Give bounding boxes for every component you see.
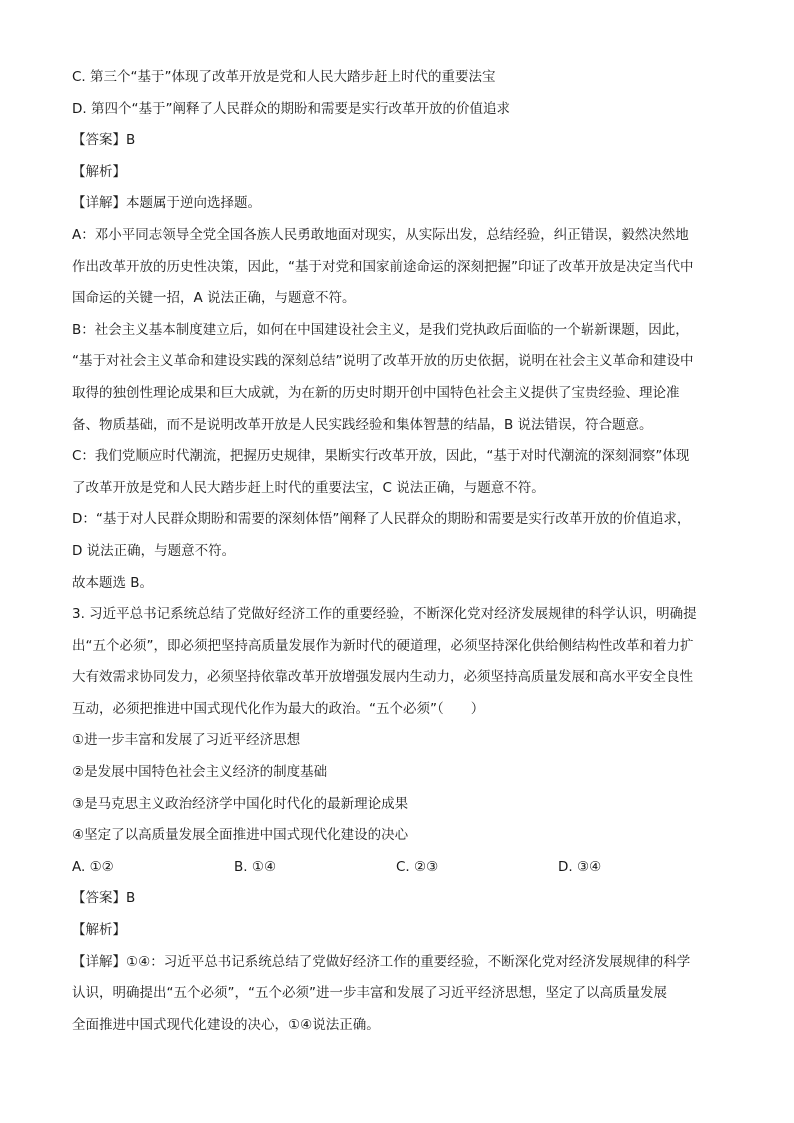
- text-line: ①进一步丰富和发展了习近平经济思想: [72, 732, 301, 749]
- text-line: ④坚定了以高质量发展全面推进中国式现代化建设的决心: [72, 827, 409, 844]
- text-line: C. 第三个“基于”体现了改革开放是党和人民大踏步赶上时代的重要法宝: [72, 69, 496, 85]
- text-line: 【答案】B: [72, 890, 136, 907]
- text-line: 取得的独创性理论成果和巨大成就，为在新的历史时期开创中国特色社会主义提供了宝贵经验、理论准: [72, 384, 680, 401]
- text-line: 3. 习近平总书记系统总结了党做好经济工作的重要经验，不断深化党对经济发展规律的科学认识，明确提: [72, 606, 697, 623]
- text-line: 【答案】B: [72, 132, 136, 149]
- text-line: 大有效需求协同发力，必须坚持依靠改革开放增强发展内生动力，必须坚持高质量发展和高水平安全良性: [72, 669, 693, 686]
- option-a: A. ①②: [72, 858, 114, 875]
- text-line: 国命运的关键一招，A 说法正确，与题意不符。: [72, 290, 356, 307]
- text-line: 了改革开放是党和人民大踏步赶上时代的重要法宝，C 说法正确，与题意不符。: [72, 479, 545, 496]
- text-line: 认识，明确提出“五个必须”，“五个必须”进一步丰富和发展了习近平经济思想，坚定了以高质量发展: [72, 985, 667, 1002]
- text-line: D：“基于对人民群众期盼和需要的深刻体悟”阐释了人民群众的期盼和需要是实行改革开放的价值追求，: [72, 511, 691, 528]
- text-line: D. 第四个“基于”阐释了人民群众的期盼和需要是实行改革开放的价值追求: [72, 100, 510, 117]
- text-line: C：我们党顺应时代潮流，把握历史规律，果断实行改革开放，因此，“基于对时代潮流的深刻洞察”体现: [72, 448, 690, 465]
- text-line: 作出改革开放的历史性决策，因此，“基于对党和国家前途命运的深刻把握”印证了改革开放是决定当代中: [72, 258, 694, 275]
- text-line: ②是发展中国特色社会主义经济的制度基础: [72, 764, 328, 781]
- text-line: 【详解】本题属于逆向选择题。: [72, 195, 261, 212]
- text-line: 【详解】①④：习近平总书记系统总结了党做好经济工作的重要经验，不断深化党对经济发展规律的科学: [72, 953, 691, 970]
- text-block-analysis: [72, 883, 726, 1041]
- option-c: C. ②③: [396, 858, 439, 875]
- text-line: 出“五个必须”，即必须把坚持高质量发展作为新时代的硬道理，必须坚持深化供给侧结构性改革和着力扩: [72, 637, 694, 654]
- option-b: B. ①④: [234, 858, 277, 875]
- text-line: A：邓小平同志领导全党全国各族人民勇敢地面对现实，从实际出发，总结经验，纠正错误，毅然决然地: [72, 226, 689, 243]
- text-block: [72, 62, 726, 852]
- answer-options: [72, 852, 726, 884]
- text-line: 全面推进中国式现代化建设的决心，①④说法正确。: [72, 1016, 380, 1033]
- text-line: 故本题选 B。: [72, 574, 154, 591]
- text-line: B：社会主义基本制度建立后，如何在中国建设社会主义，是我们党执政后面临的一个崭新课题，因此，: [72, 321, 689, 338]
- text-line: 互动，必须把推进中国式现代化作为最大的政治。“五个必须”（ ）: [72, 700, 485, 717]
- text-line: 【解析】: [72, 163, 126, 180]
- text-line: 备、物质基础，而不是说明改革开放是人民实践经验和集体智慧的结晶，B 说法错误，符合题意。: [72, 416, 653, 433]
- text-line: “基于对社会主义革命和建设实践的深刻总结”说明了改革开放的历史依据，说明在社会主义革命和建设中: [72, 353, 694, 370]
- text-line: ③是马克思主义政治经济学中国化时代化的最新理论成果: [72, 795, 409, 812]
- text-line: D 说法正确，与题意不符。: [72, 542, 236, 559]
- document-page: [72, 62, 726, 1041]
- option-d: D. ③④: [558, 858, 602, 875]
- text-line: 【解析】: [72, 922, 126, 939]
